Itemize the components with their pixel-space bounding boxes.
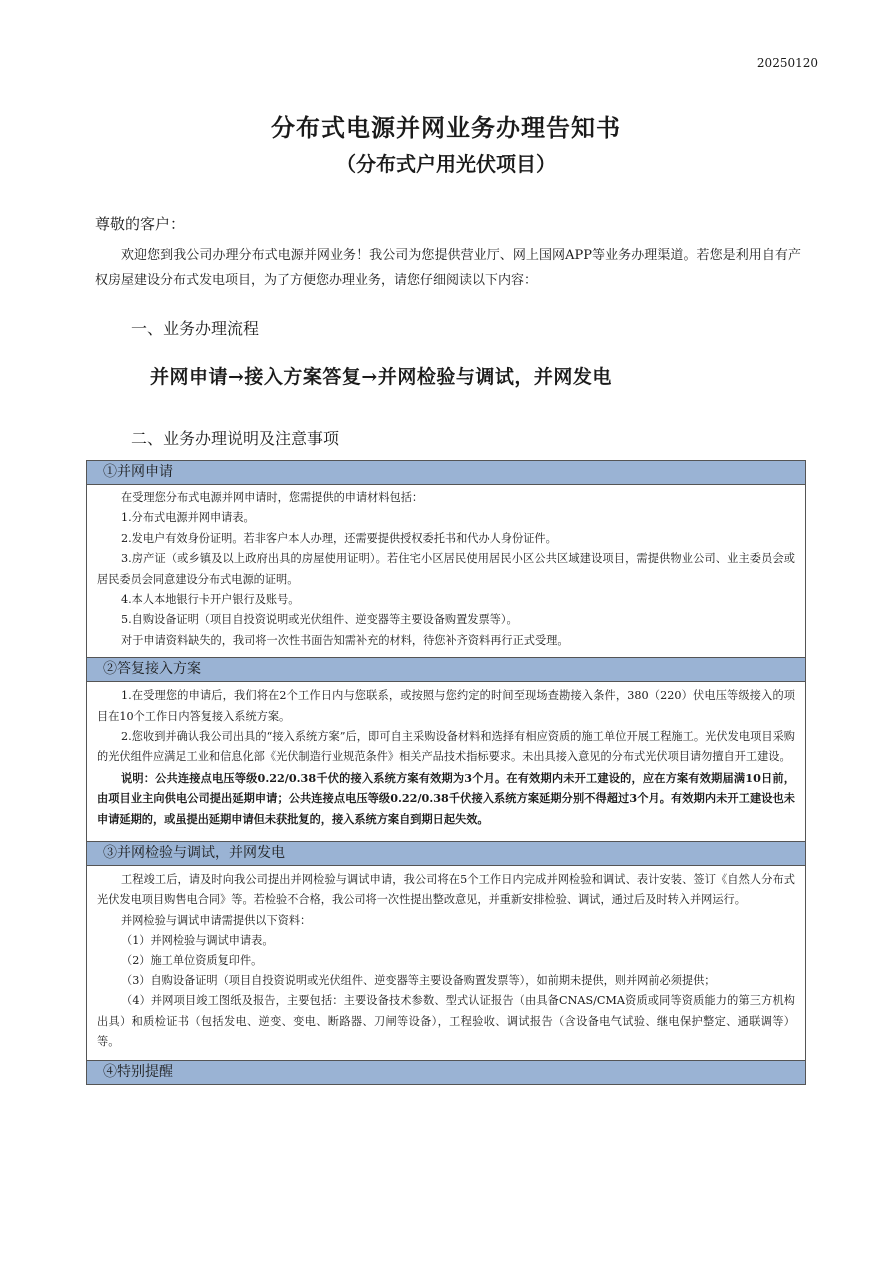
intro-paragraph: 欢迎您到我公司办理分布式电源并网业务！我公司为您提供营业厅、网上国网APP等业务办理渠道。若您是利用自有产权房屋建设分布式发电项目，为了方便您办理业务，请您仔细阅读以下内容： — [95, 248, 801, 288]
section-body-access-plan — [87, 682, 805, 841]
section-header-application: ①并网申请 — [87, 461, 805, 485]
paragraph: 并网检验与调试申请需提供以下资料： — [121, 913, 312, 927]
paragraph: （1）并网检验与调试申请表。 — [121, 933, 274, 947]
section-header-inspection: ③并网检验与调试，并网发电 — [87, 841, 805, 866]
greeting: 尊敬的客户： — [95, 215, 186, 233]
paragraph: 4.本人本地银行卡开户银行及账号。 — [121, 593, 300, 607]
paragraph: （3）自购设备证明（项目自投资说明或光伏组件、逆变器等主要设备购置发票等），如前期未提供，则并网前必须提供； — [121, 974, 716, 988]
validity-note: 说明：公共连接点电压等级0.22/0.38千伏的接入系统方案有效期为3个月。在有效期内未开工建设的，应在方案有效期届满10日前，由项目业主向供电公司提出延期申请；公共连接点电压等级0.22/0.38千伏接入系统方案延期分别不得超过3个月。有效期内未开工建设也未申请延期的，或虽提出延期申请但未获批复的，接入系统方案自到期日起失效。 — [97, 770, 795, 826]
section-header-special-reminder: ④特别提醒 — [87, 1060, 805, 1085]
section-header-access-plan: ②答复接入方案 — [87, 657, 805, 682]
paragraph: 5.自购设备证明（项目自投资说明或光伏组件、逆变器等主要设备购置发票等）。 — [121, 613, 518, 627]
paragraph: 工程竣工后，请及时向我公司提出并网检验与调试申请，我公司将在5个工作日内完成并网检验和调试、表计安装、签订《自然人分布式光伏发电项目购售电合同》等。若检验不合格，我公司将一次性提出整改意见，并重新安排检验、调试，通过后及时转入并网运行。 — [97, 873, 795, 907]
process-flow: 并网申请→接入方案答复→并网检验与调试，并网发电 — [150, 366, 612, 388]
paragraph: 2.您收到并确认我公司出具的“接入系统方案”后，即可自主采购设备材料和选择有相应资质的施工单位开展工程施工。光伏发电项目采购的光伏组件应满足工业和信息化部《光伏制造行业规范条件》相关产品技术指标要求。未出具接入意见的分布式光伏项目请勿擅自开工建设。 — [97, 730, 795, 764]
page-subtitle: （分布式户用光伏项目） — [336, 152, 556, 176]
section-heading-process: 一、业务办理流程 — [131, 319, 260, 338]
paragraph: 1.在受理您的申请后，我们将在2个工作日内与您联系，或按照与您约定的时间至现场查勘接入条件，380（220）伏电压等级接入的项目在10个工作日内答复接入系统方案。 — [97, 689, 795, 723]
document-code: 20250120 — [756, 56, 818, 70]
paragraph: 3.房产证（或乡镇及以上政府出具的房屋使用证明）。若住宅小区居民使用居民小区公共区域建设项目，需提供物业公司、业主委员会或居民委员会同意建设分布式电源的证明。 — [97, 552, 795, 586]
paragraph: 在受理您分布式电源并网申请时，您需提供的申请材料包括： — [121, 491, 424, 504]
section-body-inspection — [87, 866, 805, 1060]
paragraph: （4）并网项目竣工图纸及报告，主要包括：主要设备技术参数、型式认证报告（由具备CNAS/CMA资质或同等资质能力的第三方机构出具）和质检证书（包括发电、逆变、变电、断路器、刀闸等设备），工程验收、调试报告（含设备电气试验、继电保护整定、通联调等）等。 — [97, 994, 795, 1048]
paragraph: （2）施工单位资质复印件。 — [121, 953, 263, 967]
section-heading-notes: 二、业务办理说明及注意事项 — [131, 429, 340, 448]
page-title: 分布式电源并网业务办理告知书 — [271, 113, 621, 142]
paragraph: 1.分布式电源并网申请表。 — [121, 511, 255, 525]
notes-table — [86, 460, 806, 1085]
paragraph: 对于申请资料缺失的，我司将一次性书面告知需补充的材料，待您补齐资料再行正式受理。 — [121, 633, 569, 647]
section-body-application — [87, 485, 805, 657]
paragraph: 2.发电户有效身份证明。若非客户本人办理，还需要提供授权委托书和代办人身份证件。 — [121, 531, 557, 545]
